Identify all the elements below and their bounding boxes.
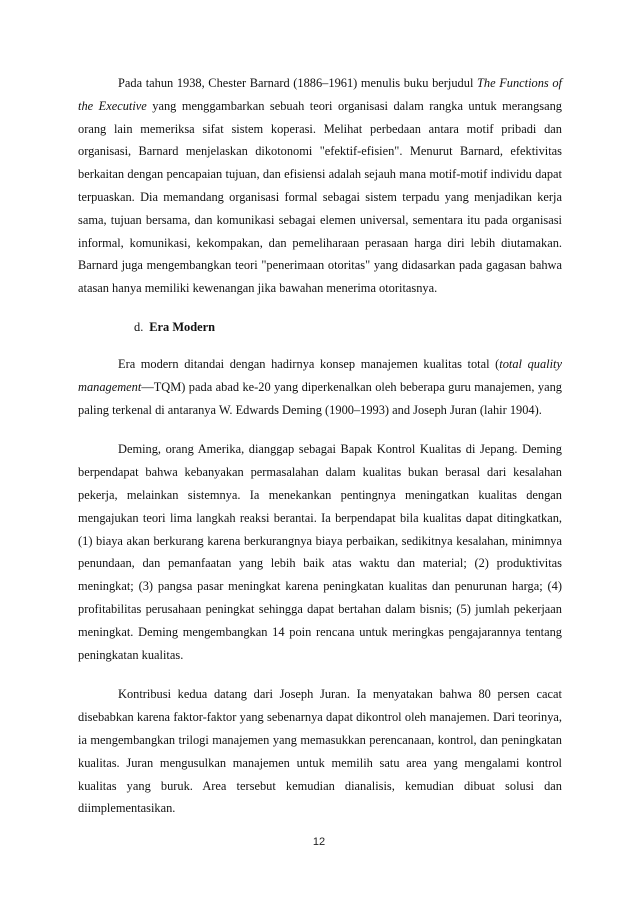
paragraph-era-modern (78, 353, 562, 421)
paragraph-barnard-text-1: Pada tahun 1938, Chester Barnard (1886–1961) menulis buku berjudul (118, 76, 477, 90)
section-heading-letter: d. (134, 319, 144, 334)
paragraph-era-modern-text-1: Era modern ditandai dengan hadirnya konsep manajemen kualitas total ( (118, 356, 500, 371)
page-content (78, 72, 562, 837)
paragraph-juran: Kontribusi kedua datang dari Joseph Juran. Ia menyatakan bahwa 80 persen cacat disebabkan karena faktor-faktor yang sebenarnya dapat dikontrol oleh manajemen. Dari teorinya, ia mengembangkan trilogi manajemen yang memasukkan perencanaan, kontrol, dan peningkatan kualitas. Juran mengusulkan manajemen untuk memilih satu area yang mengalami kontrol kualitas yang buruk. Area tersebut kemudian dianalisis, kemudian dibuat solusi dan diimplementasikan. (78, 687, 562, 816)
paragraph-era-modern-text-2: —TQM) pada abad ke-20 yang diperkenalkan oleh beberapa guru manajemen, yang paling terkenal di antaranya W. Edwards Deming (1900–1993) and Joseph Juran (lahir 1904). (78, 379, 562, 417)
term-total-quality-management: total quality management (78, 356, 562, 394)
section-heading-title: Era Modern (149, 319, 216, 334)
book-title-the-functions-of-the-executive: The Functions of the Executive (78, 76, 562, 113)
page-number: 12 (312, 836, 326, 848)
paragraph-barnard (78, 72, 562, 300)
paragraph-deming: Deming, orang Amerika, dianggap sebagai Bapak Kontrol Kualitas di Jepang. Deming berpendapat bahwa kebanyakan permasalahan dalam kualitas bukan berasal dari kesalahan pekerja, melainkan sistemnya. Ia menekankan pentingnya meningatkan kualitas dengan mengajukan teori lima langkah reaksi berantai. Ia berpendapat bila kualitas dapat ditingkatkan, (1) biaya akan berkurang karena berkurangnya biaya perbaikan, sedikitnya kesalahan, minimnya penundaan, dan pemanfaatan yang lebih baik atas waktu dan material; (2) produktivitas meningkat; (3) pangsa pasar meningkat karena peningkatan kualitas dan penurunan harga; (4) profitabilitas perusahaan peningkat sehingga dapat bertahan dalam bisnis; (5) jumlah pekerjaan meningkat. Deming mengembangkan 14 poin rencana untuk meringkas pengajarannya tentang peningkatan kualitas. (78, 442, 562, 662)
section-heading-era-modern (78, 317, 562, 337)
paragraph-barnard-text-2: yang menggambarkan sebuah teori organisasi dalam rangka untuk merangsang orang lain memeriksa sifat sistem koperasi. Melihat perbedaan antara motif pribadi dan organisasi, Barnard menjelaskan dikotonomi "efektif-efisien". Menurut Barnard, efektivitas berkaitan dengan pencapaian tujuan, dan efisiensi adalah sejauh mana motif-motif individu dapat terpuaskan. Dia memandang organisasi formal sebagai sistem terpadu yang menjadikan kerja sama, tujuan bersama, dan komunikasi sebagai elemen universal, sementara itu pada organisasi informal, komunikasi, kekompakan, dan pemeliharaan perasaan harga diri lebih diutamakan. Barnard juga mengembangkan teori "penerimaan otoritas" yang didasarkan pada gagasan bahwa atasan hanya memiliki kewenangan jika bawahan menerima otoritasnya. (78, 98, 562, 296)
